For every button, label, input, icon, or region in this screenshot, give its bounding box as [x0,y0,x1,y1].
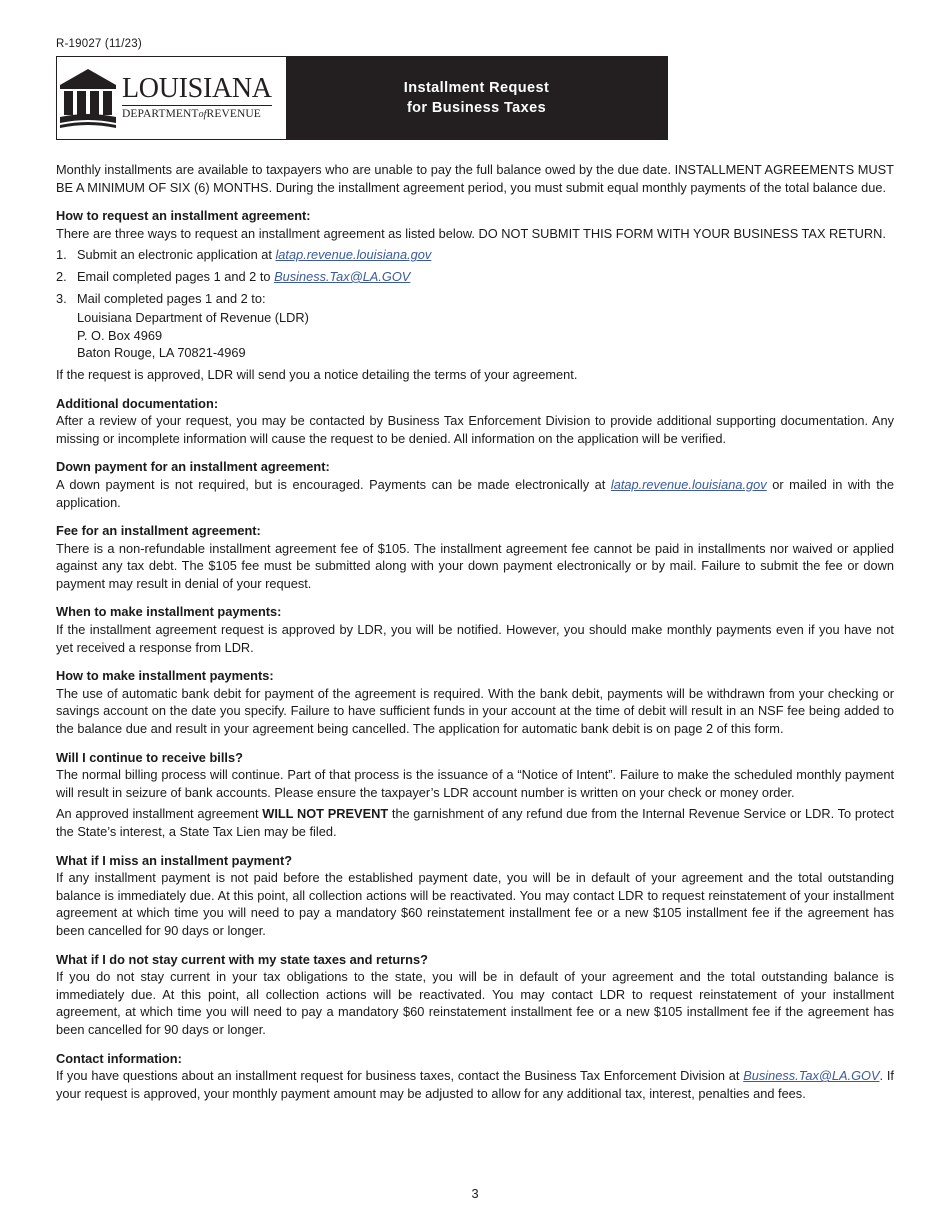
form-number: R-19027 (11/23) [56,38,142,50]
instructions-body [56,161,894,1102]
bills-heading: Will I continue to receive bills? [56,749,243,765]
contact-text-end: . If your request is approved, your monthly payment amount may be adjusted to allow for any additional tax, interest, penalties and fees. [56,1068,894,1101]
how-paragraph: The use of automatic bank debit for payment of the agreement is required. With the bank debit, payments will be withdrawn from your checking or savings account on the date you specify. Failure to have sufficient funds in your account at the time of debit will result in an NSF fee being added to the balance due and result in your agreement being cancelled. The application for automatic bank debit is on page 2 of this form. [56,685,894,737]
capitol-building-icon [58,67,118,129]
logo-sub-of: of [198,108,207,120]
contact-heading: Contact information: [56,1050,182,1066]
current-paragraph: If you do not stay current in your tax obligations to the state, you will be in default of your agreement and the total outstanding balance is immediately due. At this point, all collection actions will be reactivated. You may contact LDR to request reinstatement of your installment agreement, at which time you will need to pay a mandatory $60 reinstatement installment fee or a new $105 installment fee if the agreement has been cancelled for 90 days or longer. [56,969,894,1037]
request-paragraph: There are three ways to request an installment agreement as listed below. DO NOT SUBMIT THIS FORM WITH YOUR BUSINESS TAX RETURN. [56,225,886,241]
intro-paragraph: Monthly installments are available to taxpayers who are unable to pay the full balance owed by the due date. INSTALLMENT AGREEMENTS MUST BE A MINIMUM OF SIX (6) MONTHS. During the installment agreement period, you must submit equal monthly payments of the total balance due. [56,162,894,195]
when-heading: When to make installment payments: [56,604,282,620]
title-line-1: Installment Request [403,80,550,96]
garnishment-text: An approved installment agreement [56,806,263,822]
list-number: 1. [56,247,67,263]
contact-paragraph [56,1067,894,1102]
list-text: Mail completed pages 1 and 2 to: [77,290,266,306]
latap-link[interactable]: latap.revenue.louisiana.gov [275,247,432,263]
when-paragraph: If the installment agreement request is approved by LDR, you will be notified. However, you should make monthly payments even if you have not yet received a response from LDR. [56,622,894,655]
miss-paragraph: If any installment payment is not paid before the established payment date, you will be in default of your agreement and the total outstanding balance is immediately due. At this point, all collection actions will be reactivated. You may contact LDR to request reinstatement of your installment agreement at which time you will need to pay a mandatory $60 reinstatement installment fee or a new $105 installment fee if the agreement has been cancelled for 90 days or longer. [56,870,894,938]
down-payment-text: A down payment is not required, but is encouraged. Payments can be made electronically at [56,476,611,492]
logo-sub-text [122,105,272,122]
contact-text: If you have questions about an installment request for business taxes, contact the Business Tax Enforcement Division at [56,1068,744,1084]
logo-sub-b: REVENUE [206,107,261,120]
list-number: 2. [56,268,67,284]
request-methods-list [56,246,894,307]
title-line-2: for Business Taxes [406,100,547,116]
request-heading: How to request an installment agreement: [56,208,311,224]
email-link[interactable]: Business.Tax@LA.GOV [274,268,411,284]
down-payment-paragraph [56,476,894,511]
down-payment-heading: Down payment for an installment agreement: [56,459,330,475]
latap-link[interactable]: latap.revenue.louisiana.gov [610,476,767,492]
list-text: Email completed pages 1 and 2 to [77,268,275,284]
page-number: 3 [471,1186,479,1201]
form-header [56,56,668,140]
approval-paragraph: If the request is approved, LDR will send you a notice detailing the terms of your agreement. [56,366,578,382]
mailing-address [77,309,894,362]
additional-heading: Additional documentation: [56,395,219,411]
garnishment-text-end: the garnishment of any refund due from the Internal Revenue Service or LDR. To protect the State’s interest, a State Tax Lien may be filed. [56,806,894,839]
how-heading: How to make installment payments: [56,668,274,684]
will-not-prevent-text: WILL NOT PREVENT [262,806,389,822]
list-number: 3. [56,290,67,306]
list-item [56,290,894,308]
logo-wordmark [122,72,272,122]
form-title [286,57,667,139]
address-line: Louisiana Department of Revenue (LDR) [77,310,309,326]
down-payment-text-end: or mailed in with the application. [56,476,894,510]
logo-sub-a: DEPARTMENT [122,107,199,120]
miss-heading: What if I miss an installment payment? [56,852,293,868]
address-line: Baton Rouge, LA 70821-4969 [77,345,246,361]
fee-paragraph: There is a non-refundable installment agreement fee of $105. The installment agreement fee cannot be paid in installments nor waived or applied against any tax debt. The $105 fee must be submitted along with your down payment electronically or by mail. Failure to submit the fee or down payment may result in denial of your request. [56,540,894,591]
bills-paragraph: The normal billing process will continue. Part of that process is the issuance of a “Notice of Intent”. Failure to make the scheduled monthly payment will result in seizure of bank accounts. Please ensure the taxpayer’s LDR account number is written on your check or money order. [56,767,894,800]
logo-main-text: LOUISIANA [122,72,272,104]
ldr-logo [57,57,286,139]
address-line: P. O. Box 4969 [77,327,163,343]
email-link[interactable]: Business.Tax@LA.GOV [743,1068,880,1084]
additional-paragraph: After a review of your request, you may be contacted by Business Tax Enforcement Division to provide additional supporting documentation. Any missing or incomplete information will cause the request to be denied. All information on the application will be verified. [56,413,894,446]
fee-heading: Fee for an installment agreement: [56,523,261,539]
list-text: Submit an electronic application at [77,247,276,263]
current-heading: What if I do not stay current with my state taxes and returns? [56,951,428,967]
list-item [56,268,894,286]
garnishment-paragraph [56,805,894,840]
list-item [56,246,894,264]
